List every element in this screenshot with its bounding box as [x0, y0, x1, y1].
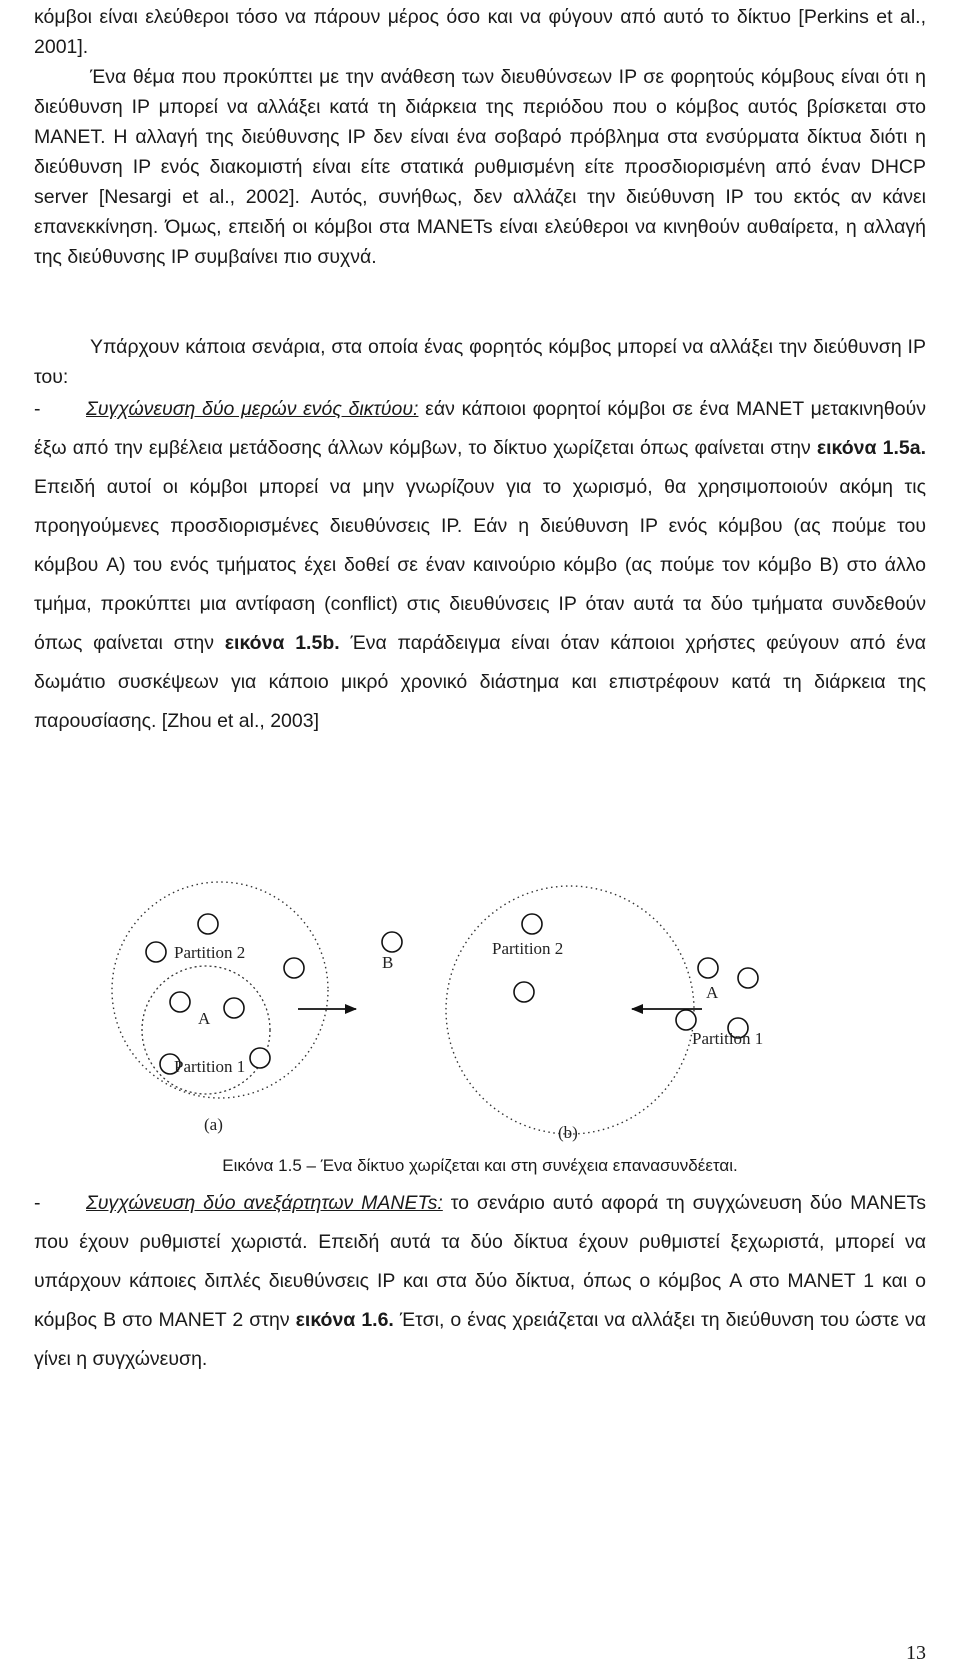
bullet-text: Έτσι, ο ένας χρειάζεται να αλλάξει τη διεύθυνση του ώστε να γίνει η συγχώνευση. [34, 1309, 926, 1370]
paragraph-scenarios: Υπάρχουν κάποια σενάρια, στα οποία ένας φορητός κόμβος μπορεί να αλλάξει την διεύθυνση IP του: [34, 336, 926, 388]
node [738, 968, 758, 988]
node-b-label: B [382, 953, 394, 972]
paragraph-intro: κόμβοι είναι ελεύθεροι τόσο να πάρουν μέρος όσο και να φύγουν από αυτό το δίκτυο [Perkins et al., 2001]. [34, 6, 926, 58]
node [284, 958, 304, 978]
node [514, 982, 534, 1002]
node-a-label: A [198, 1009, 211, 1028]
figure-caption: Εικόνα 1.5 – Ένα δίκτυο χωρίζεται και στη συνέχεια επανασυνδέεται. [222, 1156, 738, 1175]
subfigure-label-a: (a) [204, 1115, 223, 1134]
partition-1-label: Partition 1 [692, 1029, 764, 1048]
figure-reference: εικόνα 1.5b. [224, 632, 340, 654]
bullet-text: εάν κάποιοι φορητοί κόμβοι σε ένα MANET μετακινηθούν έξω από την εμβέλεια μετάδοσης άλλων κόμβων, το δίκτυο χωρίζεται όπως φαίνεται στην [34, 398, 926, 459]
node [250, 1048, 270, 1068]
page-number: 13 [906, 1642, 926, 1664]
node [170, 992, 190, 1012]
bullet-title: Συγχώνευση δύο ανεξάρτητων MANETs: [86, 1192, 443, 1214]
bullet-partition-merge [34, 390, 926, 741]
figure-partition-diagram [110, 858, 960, 1143]
partition-2-label: Partition 2 [492, 939, 564, 958]
bullet-text: Ένα παράδειγμα είναι όταν κάποιοι χρήστες φεύγουν από ένα δωμάτιο συσκέψεων για κάποιο μικρό χρονικό διάστημα και επιστρέφουν κατά τη διάρκεια της παρουσίασης. [Zhou et al., 2003] [34, 632, 926, 732]
bullet-title: Συγχώνευση δύο μερών ενός δικτύου: [86, 398, 419, 420]
figure-reference: εικόνα 1.5a. [816, 437, 926, 459]
bullet-dash: - [34, 398, 41, 420]
node [198, 914, 218, 934]
node-a-label: A [706, 983, 719, 1002]
subfigure-label-b: (b) [558, 1123, 578, 1142]
bullet-text: το σενάριο αυτό αφορά τη συγχώνευση δύο MANETs που έχουν ρυθμιστεί χωριστά. Επειδή αυτά τα δύο δίκτυα έχουν ρυθμιστεί ξεχωριστά, μπορεί να υπάρχουν κάποιες διπλές διευθύνσεις IP και στα δύο δίκτυα, όπως ο κόμβος A στο MANET 1 και ο κόμβος B στο MANET 2 στην [34, 1192, 926, 1331]
partition-2-label: Partition 2 [174, 943, 246, 962]
node [698, 958, 718, 978]
paragraph-ip-change: Ένα θέμα που προκύπτει με την ανάθεση των διευθύνσεων IP σε φορητούς κόμβους είναι ότι η διεύθυνση IP μπορεί να αλλάξει κατά τη διάρκεια της περιόδου που ο κόμβος αυτός βρίσκεται στο MANET. Η αλλαγή της διεύθυνσης IP δεν είναι ένα σοβαρό πρόβλημα στα ενσύρματα δίκτυα διότι η διεύθυνση IP ενός διακομιστή είναι είτε στατικά ρυθμισμένη είτε προσδιορισμένη από έναν DHCP server [Nesargi et al., 2002]. Αυτός, συνήθως, δεν αλλάζει την διεύθυνση IP του εκτός αν κάνει επανεκκίνηση. Όμως, επειδή οι κόμβοι στα MANETs είναι ελεύθεροι να κινηθούν αυθαίρετα, η αλλαγή της διεύθυνσης IP συμβαίνει πιο συχνά. [34, 66, 926, 268]
bullet-independent-manets [34, 1184, 926, 1379]
node [382, 932, 402, 952]
node [224, 998, 244, 1018]
node [146, 942, 166, 962]
node [522, 914, 542, 934]
bullet-dash: - [34, 1192, 41, 1214]
node [676, 1010, 696, 1030]
bullet-text: Επειδή αυτοί οι κόμβοι μπορεί να μην γνωρίζουν για το χωρισμό, θα χρησιμοποιούν ακόμη τις προηγούμενες προσδιορισμένες διευθύνσεις IP. Εάν η διεύθυνση IP ενός κόμβου (ας πούμε του κόμβου A) του ενός τμήματος έχει δοθεί σε έναν καινούριο κόμβο (ας πούμε τον κόμβο B) στο άλλο τμήμα, προκύπτει μια αντίφαση (conflict) στις διευθύνσεις IP όταν αυτά τα δύο τμήματα συνδεθούν όπως φαίνεται στην [34, 476, 926, 654]
figure-reference: εικόνα 1.6. [295, 1309, 394, 1331]
partition-1-label: Partition 1 [174, 1057, 246, 1076]
network-boundary-right [446, 886, 694, 1134]
